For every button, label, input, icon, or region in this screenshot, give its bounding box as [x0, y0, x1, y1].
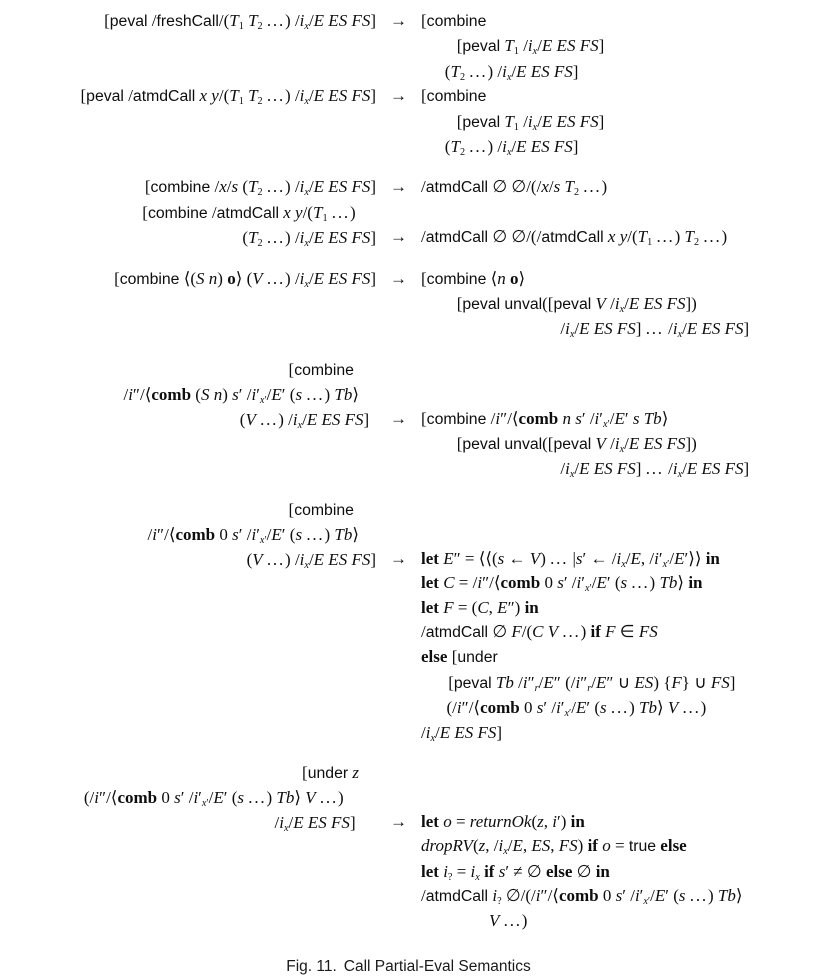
rewrite-arrow: →: [390, 177, 407, 197]
lhs-line: /i″/⟨comb 0 s′ $/i'_{x'}/E'$ (s ...) Tb⟩: [147, 525, 359, 547]
rule-lhs: [0, 84, 376, 109]
rhs-line: [peval Tb $/i''_r/E''$ ($/i''_r/E''$ ∪ ES) {F} ∪ FS]: [448, 672, 736, 694]
rule-rhs: [421, 175, 817, 200]
rhs-line: dropRV(z, $/i_x/E$, ES, FS) if o = true else: [421, 836, 687, 858]
rule-group: [0, 267, 817, 342]
rule-group: [0, 9, 817, 159]
rule-lhs: [0, 498, 376, 572]
rhs-line: $/i_x/E$ ES FS] ... $/i_x/E$ ES FS]: [560, 459, 750, 481]
rule-rhs: [421, 810, 817, 934]
rewrite-arrow: →: [390, 86, 407, 106]
rhs-line: [peval unval([peval V $/i_x/E$ ES FS]): [456, 294, 697, 316]
rhs-line: (/i″/⟨comb 0 s′ $/i'_{x'}/E'$ (s ...) Tb⟩ V ...): [446, 698, 707, 720]
rhs-line: let E″ = ⟨⟨(s ← V) ... |s′ ← $/i_x/E$, $/i'_{x'}/E'⟩⟩$ in: [421, 548, 720, 570]
rhs-line: else [under: [421, 647, 498, 667]
rewrite-arrow: →: [390, 811, 407, 831]
lhs-line: (V ...) $/i_x/E$ ES FS]: [239, 409, 370, 431]
rule-group: [0, 358, 817, 482]
lhs-line: ($T_2$ ...) $/i_x/E$ ES FS]: [242, 228, 376, 250]
rule-group: [0, 175, 817, 250]
lhs-line: [combine /atmdCall x $y/(T_1$ ...): [142, 202, 356, 224]
rule-rhs: [421, 9, 817, 84]
rhs-line: $/i_x/E$ ES FS] ... $/i_x/E$ ES FS]: [560, 319, 750, 341]
rule-lhs: [0, 761, 376, 835]
rhs-line: /atmdCall ∅ ∅/(/x/s $T_2$ ...): [421, 177, 608, 199]
lhs-line: [combine ⟨(S n) o⟩ (V ...) $/i_x/E$ ES FS]: [114, 268, 376, 290]
lhs-line: /i″/⟨comb (S n) s′ $/i'_{x'}/E'$ (s ...) Tb⟩: [123, 385, 359, 407]
rhs-line: [combine ⟨n o⟩: [421, 268, 526, 288]
rule-group: [0, 761, 817, 934]
lhs-line: [combine /x/s ($T_2$ ...) $/i_x/E$ ES FS]: [144, 177, 376, 199]
lhs-line: $/i_x/E$ ES FS]: [274, 812, 356, 834]
rule-rhs: [421, 267, 817, 342]
rhs-line: [peval $T_1$ $/i_x/E$ ES FS]: [456, 36, 605, 58]
rhs-line: let o = returnOk(z, i′) in: [421, 811, 585, 831]
rewrite-rule: [0, 84, 817, 159]
figure-caption: [0, 958, 817, 976]
rhs-line: /atmdCall ∅ F/(C V ...) if F ∈ FS: [421, 621, 658, 641]
rule-rhs: [421, 407, 817, 482]
rhs-line: ($T_2$ ...) $/i_x/E$ ES FS]: [444, 61, 579, 83]
lhs-line: (/i″/⟨comb 0 s′ $/i'_{x'}/E'$ (s ...) Tb⟩ V ...): [83, 788, 344, 810]
rewrite-rule: [0, 761, 817, 934]
rhs-line: [peval unval([peval V $/i_x/E$ ES FS]): [456, 434, 697, 456]
rhs-line: /atmdCall $i_?$ ∅/(/i″/⟨comb 0 s′ $/i'_{x'}/E'$ (s ...) Tb⟩: [421, 885, 743, 907]
rhs-line: let C = /i″/⟨comb 0 s′ $/i'_{x'}/E'$ (s ...) Tb⟩ in: [421, 573, 703, 595]
rules-block: [0, 9, 817, 934]
rhs-line: [combine: [421, 11, 487, 30]
rhs-line: ($T_2$ ...) $/i_x/E$ ES FS]: [444, 137, 579, 159]
rule-lhs: [0, 358, 376, 432]
rhs-line: [combine: [421, 86, 487, 106]
rule-lhs: [0, 9, 376, 34]
rewrite-arrow: →: [390, 11, 407, 30]
rewrite-rule: [0, 358, 817, 482]
rewrite-rule: [0, 175, 817, 200]
rewrite-arrow: →: [390, 268, 407, 288]
lhs-line: [peval /atmdCall x $y/(T_1$ $T_2$ ...) $/i_x/E$ ES FS]: [80, 86, 376, 108]
rule-rhs: [421, 547, 817, 745]
lhs-line: (V ...) $/i_x/E$ ES FS]: [246, 549, 376, 571]
rule-lhs: [0, 175, 376, 200]
rhs-line: [peval $T_1$ $/i_x/E$ ES FS]: [456, 111, 605, 133]
rewrite-rule: [0, 9, 817, 84]
rewrite-arrow: →: [390, 548, 407, 568]
lhs-line: [peval $/freshCall/(T_1$ $T_2$ ...) $/i_x/E$ ES FS]: [104, 11, 376, 33]
rule-rhs: [421, 84, 817, 159]
rule-lhs: [0, 201, 376, 251]
rewrite-rule: [0, 201, 817, 251]
rule-group: [0, 498, 817, 745]
lhs-line: [combine: [288, 499, 354, 519]
rhs-line: [combine /i″/⟨comb n s′ $/i'_{x'}/E'$ s Tb⟩: [421, 408, 669, 430]
rhs-line: $/i_x/E$ ES FS]: [421, 722, 503, 744]
rule-rhs: [421, 225, 817, 250]
rewrite-arrow: →: [390, 408, 407, 428]
rewrite-rule: [0, 498, 817, 745]
lhs-line: [under z: [302, 762, 359, 782]
rule-lhs: [0, 267, 376, 292]
rhs-line: /atmdCall ∅ ∅/(/atmdCall x $y/(T_1$ ...) $T_2$ ...): [421, 227, 728, 249]
rhs-line: let $i_? = i_x$ if s′ ≠ ∅ else ∅ in: [421, 861, 610, 883]
rhs-line: let F = (C, E″) in: [421, 597, 539, 617]
rewrite-rule: [0, 267, 817, 342]
rewrite-arrow: →: [390, 227, 407, 247]
caption-label: Fig. 11.: [286, 957, 337, 975]
lhs-line: [combine: [288, 359, 354, 379]
rhs-line: V ...): [489, 911, 528, 931]
caption-title: Call Partial-Eval Semantics: [343, 957, 531, 975]
